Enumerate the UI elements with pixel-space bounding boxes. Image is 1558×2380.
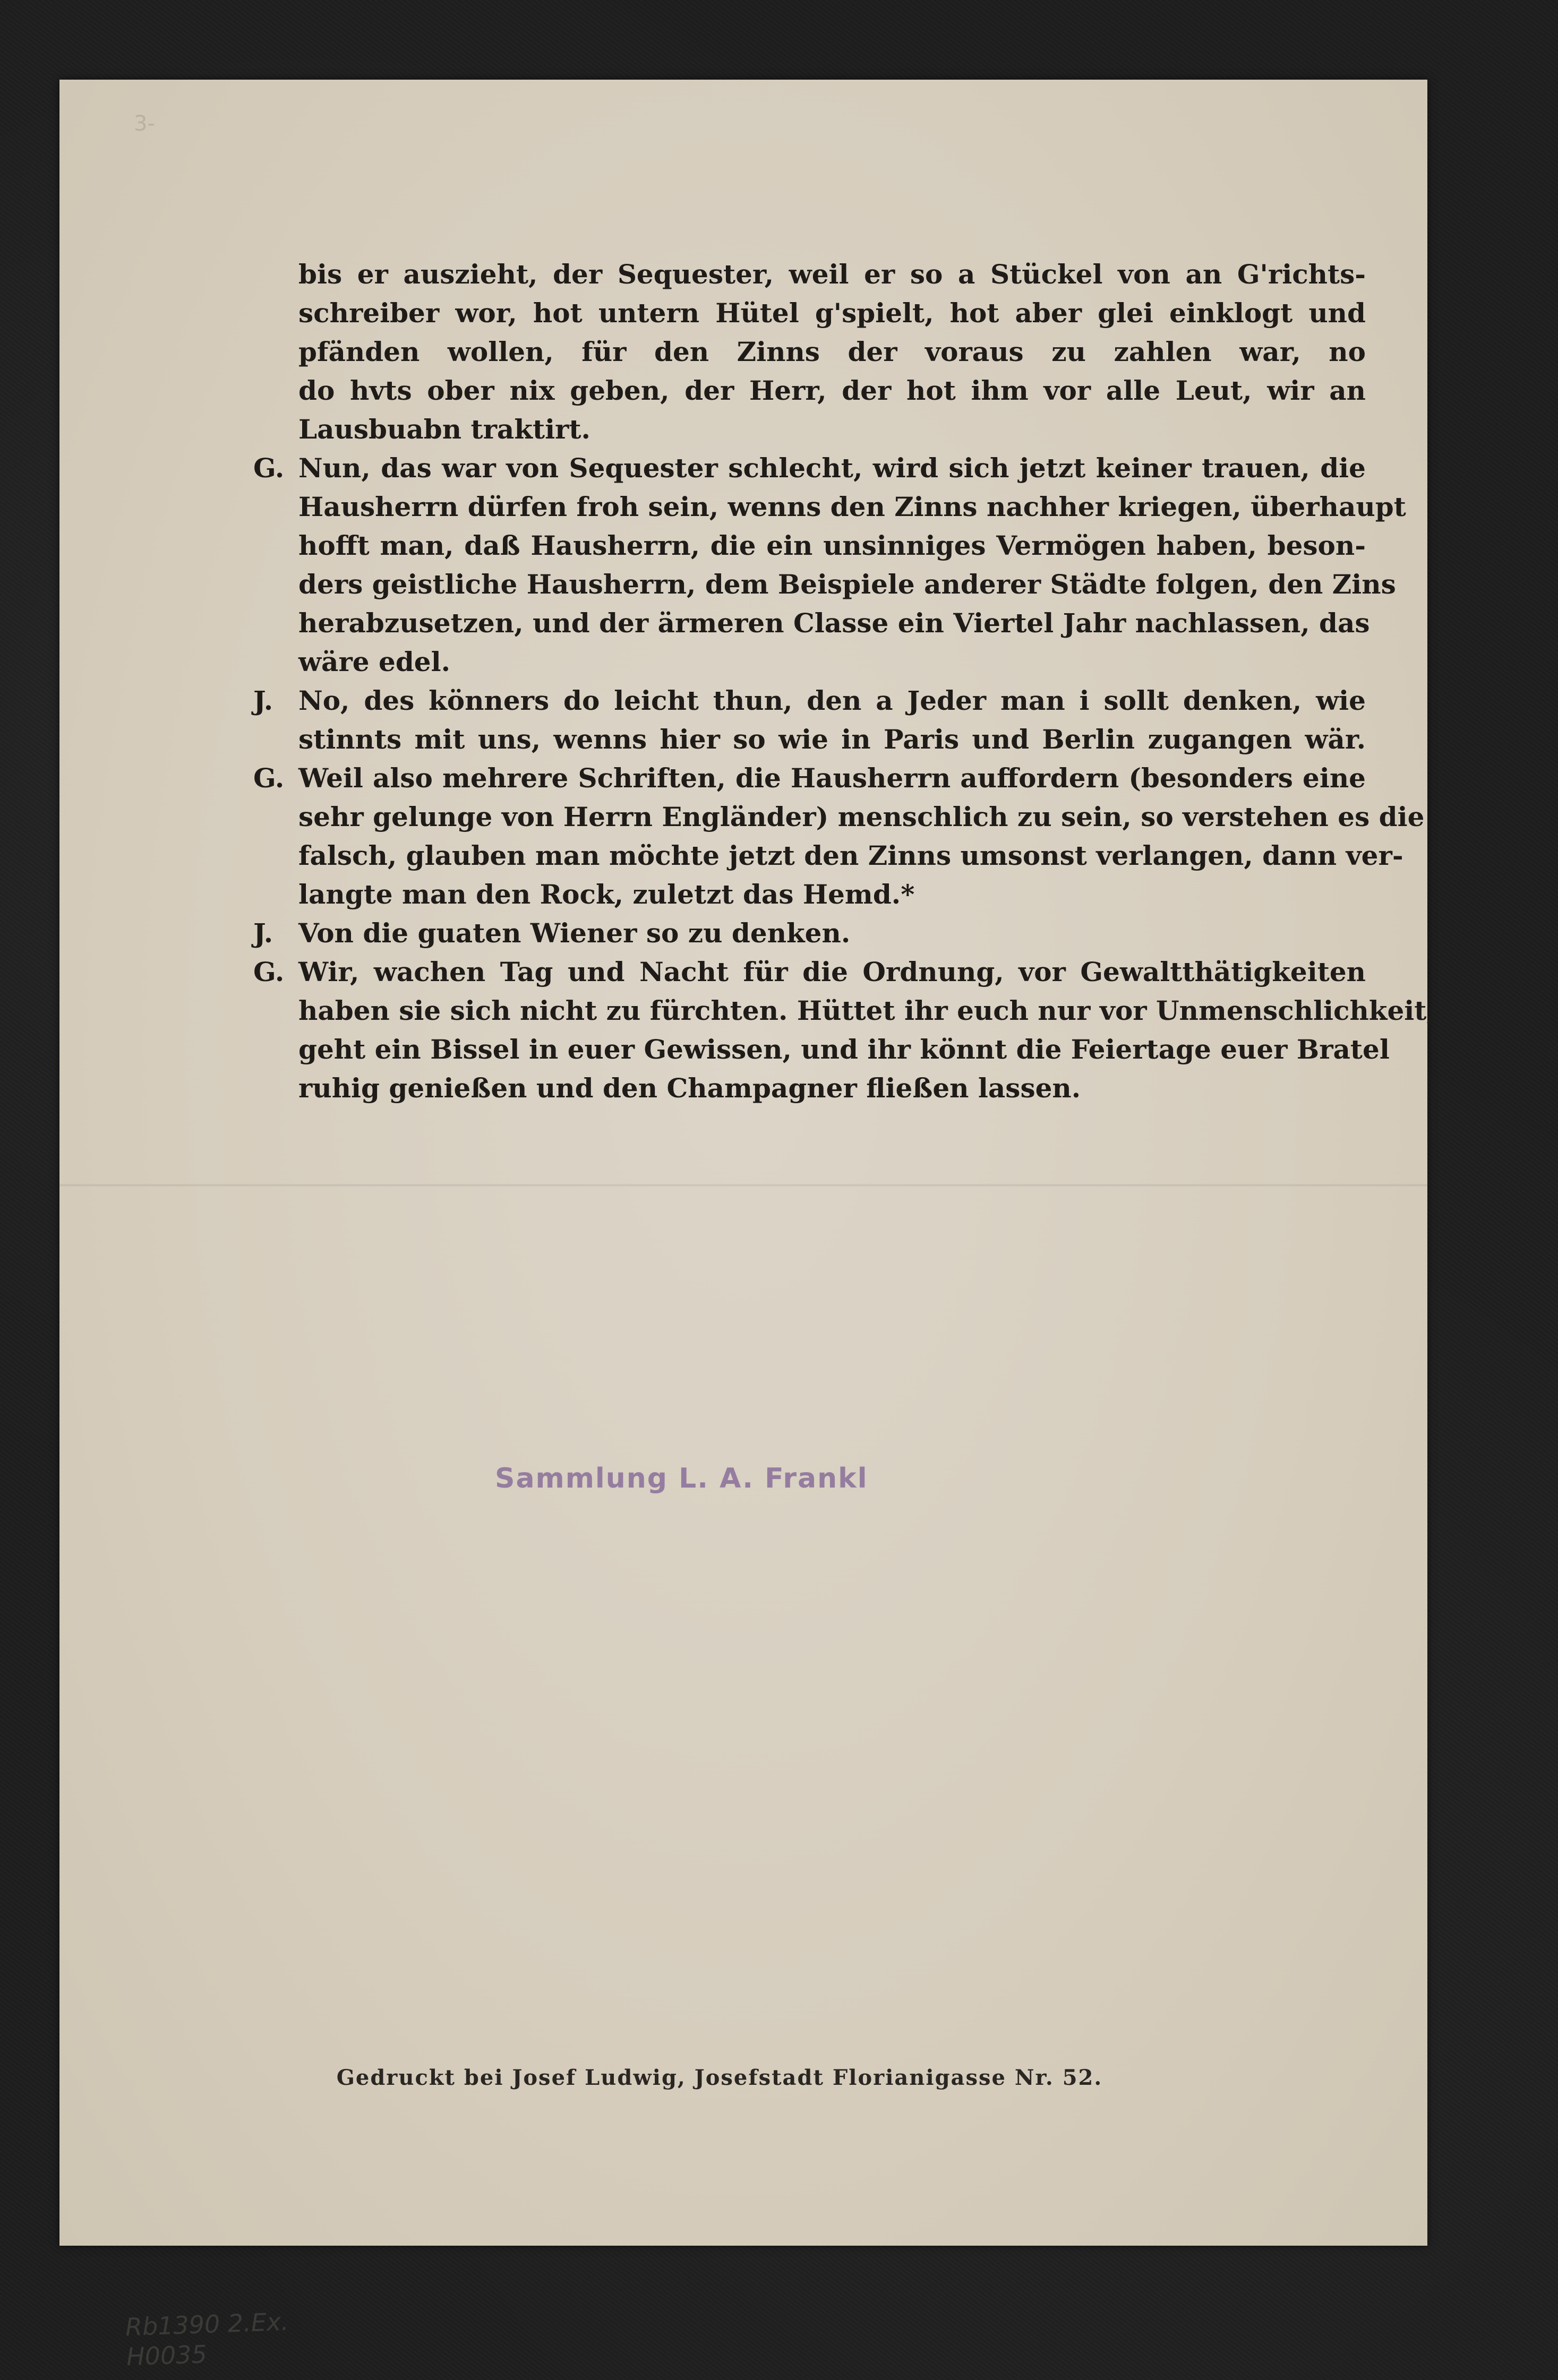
text-line	[298, 1030, 1390, 1069]
shelfmark-line-1: Rb1390 2.Ex.	[125, 2307, 289, 2342]
line-text: Nun, das war von Sequester schlecht, wird sich jetzt keiner trauen, die	[298, 452, 1366, 484]
text-line	[298, 565, 1396, 604]
line-text: Von die guaten Wiener so zu denken.	[298, 917, 851, 949]
text-line	[298, 255, 1366, 294]
speaker-label: G.	[253, 452, 285, 484]
shelfmark	[125, 2307, 290, 2372]
speaker-label: G.	[253, 762, 285, 794]
line-text: Lausbuabn traktirt.	[298, 414, 590, 445]
text-line	[298, 526, 1366, 565]
line-text: sehr gelunge von Herrn Engländer) menschlich zu sein, so verstehen es die	[298, 801, 1425, 832]
text-line	[253, 952, 1366, 991]
line-text: stinnts mit uns, wenns hier so wie in Paris und Berlin zugangen wär.	[298, 724, 1366, 755]
dialogue-text	[253, 255, 1436, 1107]
pencil-corner-mark: 3-	[134, 111, 155, 136]
speaker-label: J.	[253, 685, 273, 716]
text-line	[298, 410, 1366, 449]
printer-imprint	[59, 2065, 1427, 2090]
line-text: No, des könners do leicht thun, den a Jeder man i sollt denken, wie	[298, 685, 1366, 716]
paper-fold	[59, 1184, 1427, 1187]
line-text: haben sie sich nicht zu fürchten. Hüttet ihr euch nur vor Unmenschlichkeit,	[298, 995, 1436, 1026]
text-line	[298, 332, 1366, 371]
text-line	[298, 604, 1370, 642]
line-text: geht ein Bissel in euer Gewissen, und ihr könnt die Feiertage euer Bratel	[298, 1034, 1390, 1065]
collection-stamp: Sammlung L. A. Frankl	[495, 1463, 868, 1494]
text-line	[298, 487, 1406, 526]
speaker-label: J.	[253, 917, 273, 949]
line-text: do hvts ober nix geben, der Herr, der hot ihm vor alle Leut, wir an	[298, 375, 1366, 406]
text-line	[253, 914, 1366, 952]
speaker-label: G.	[253, 956, 285, 987]
text-line	[298, 1069, 1366, 1107]
text-line	[253, 449, 1366, 487]
line-text: Wir, wachen Tag und Nacht für die Ordnung, vor Gewaltthätigkeiten	[298, 956, 1366, 987]
line-text: ders geistliche Hausherrn, dem Beispiele anderer Städte folgen, den Zins	[298, 569, 1396, 600]
text-line	[298, 797, 1425, 836]
text-line	[298, 991, 1436, 1030]
printer-imprint-text: Gedruckt bei Josef Ludwig, Josefstadt Florianigasse Nr. 52.	[336, 2065, 1103, 2090]
text-line	[298, 720, 1366, 759]
line-text: schreiber wor, hot untern Hütel g'spielt, hot aber glei einklogt und	[298, 297, 1366, 329]
text-line	[298, 294, 1366, 332]
text-line	[298, 371, 1366, 410]
line-text: langte man den Rock, zuletzt das Hemd.*	[298, 879, 915, 910]
text-line	[253, 681, 1366, 720]
line-text: wäre edel.	[298, 646, 450, 677]
line-text: hofft man, daß Hausherrn, die ein unsinniges Vermögen haben, beson-	[298, 530, 1366, 561]
document-sheet	[59, 80, 1436, 2372]
line-text: falsch, glauben man möchte jetzt den Zinns umsonst verlangen, dann ver-	[298, 840, 1403, 871]
line-text: herabzusetzen, und der ärmeren Classe ein Viertel Jahr nachlassen, das	[298, 607, 1370, 639]
line-text: Weil also mehrere Schriften, die Hausherrn auffordern (besonders eine	[298, 762, 1366, 794]
line-text: bis er auszieht, der Sequester, weil er so a Stückel von an G'richts-	[298, 259, 1366, 290]
line-text: Hausherrn dürfen froh sein, wenns den Zinns nachher kriegen, überhaupt	[298, 491, 1406, 522]
shelfmark-line-2: H0035	[126, 2340, 208, 2372]
text-line	[298, 836, 1403, 875]
text-line	[253, 759, 1366, 797]
text-line	[298, 642, 1366, 681]
line-text: ruhig genießen und den Champagner fließen lassen.	[298, 1072, 1081, 1104]
text-line	[298, 875, 1366, 914]
line-text: pfänden wollen, für den Zinns der voraus zu zahlen war, no	[298, 336, 1366, 367]
